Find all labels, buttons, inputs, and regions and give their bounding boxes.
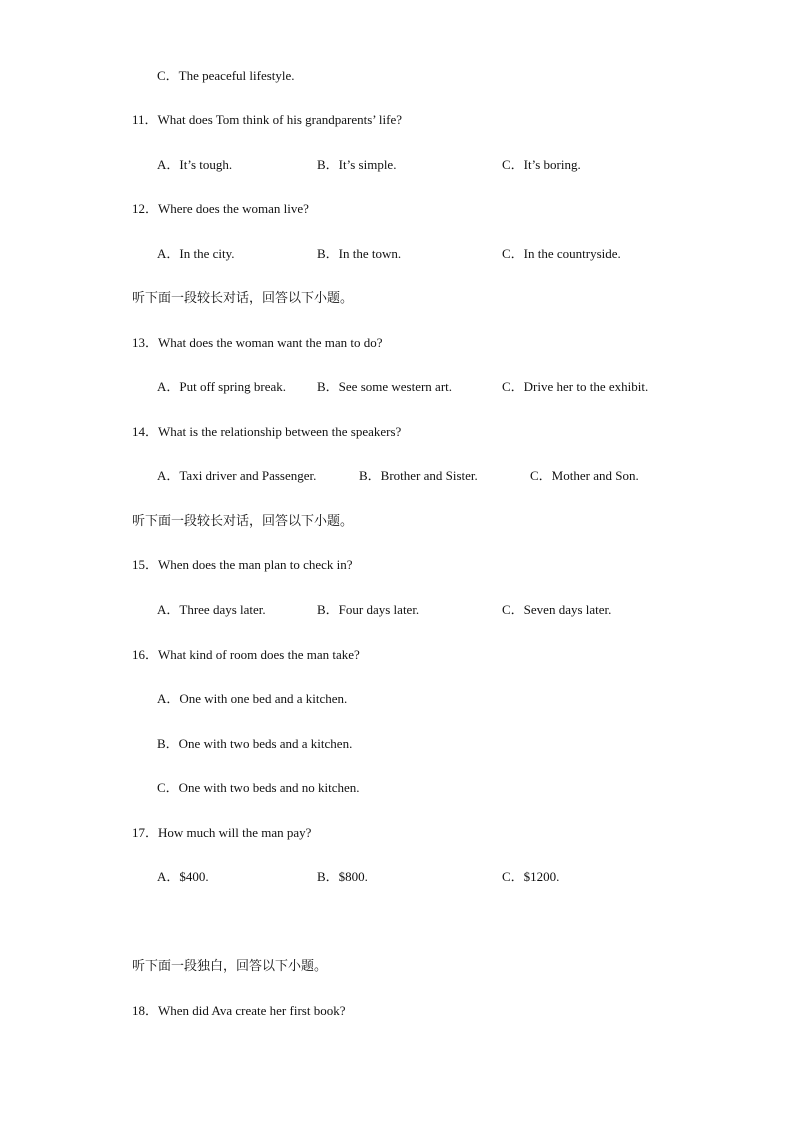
section-instruction-1: 听下面一段较长对话，回答以下小题。: [132, 290, 354, 305]
option-15-b: B．Four days later.: [317, 602, 420, 617]
option-12-c: C．In the countryside.: [502, 246, 621, 261]
option-13-b: B．See some western art.: [317, 379, 453, 394]
option-13-c: C．Drive her to the exhibit.: [502, 379, 649, 394]
question-14: 14．What is the relationship between the speakers?: [132, 424, 402, 439]
section-instruction-2: 听下面一段较长对话，回答以下小题。: [132, 513, 354, 528]
section-instruction-3: 听下面一段独白，回答以下小题。: [132, 958, 328, 973]
option-15-c: C．Seven days later.: [502, 602, 612, 617]
option-17-a: A．$400.: [157, 869, 209, 884]
question-13: 13．What does the woman want the man to do?: [132, 335, 383, 350]
option-11-b: B．It’s simple.: [317, 157, 397, 172]
option-11-c: C．It’s boring.: [502, 157, 581, 172]
option-14-a: A．Taxi driver and Passenger.: [157, 468, 317, 483]
question-17: 17．How much will the man pay?: [132, 825, 312, 840]
question-11: 11．What does Tom think of his grandparents’ life?: [132, 112, 402, 127]
option-12-a: A．In the city.: [157, 246, 235, 261]
option-17-b: B．$800.: [317, 869, 368, 884]
option-17-c: C．$1200.: [502, 869, 560, 884]
option-16-b: B．One with two beds and a kitchen.: [157, 736, 353, 751]
option-12-b: B．In the town.: [317, 246, 402, 261]
question-16: 16．What kind of room does the man take?: [132, 647, 360, 662]
option-15-a: A．Three days later.: [157, 602, 266, 617]
option-14-b: B．Brother and Sister.: [359, 468, 478, 483]
question-18: 18．When did Ava create her first book?: [132, 1003, 346, 1018]
option-13-a: A．Put off spring break.: [157, 379, 287, 394]
question-12: 12．Where does the woman live?: [132, 201, 309, 216]
option-11-a: A．It’s tough.: [157, 157, 233, 172]
option-10-c: C．The peaceful lifestyle.: [157, 68, 295, 83]
question-15: 15．When does the man plan to check in?: [132, 557, 353, 572]
option-16-a: A．One with one bed and a kitchen.: [157, 691, 348, 706]
option-14-c: C．Mother and Son.: [530, 468, 639, 483]
option-16-c: C．One with two beds and no kitchen.: [157, 780, 360, 795]
